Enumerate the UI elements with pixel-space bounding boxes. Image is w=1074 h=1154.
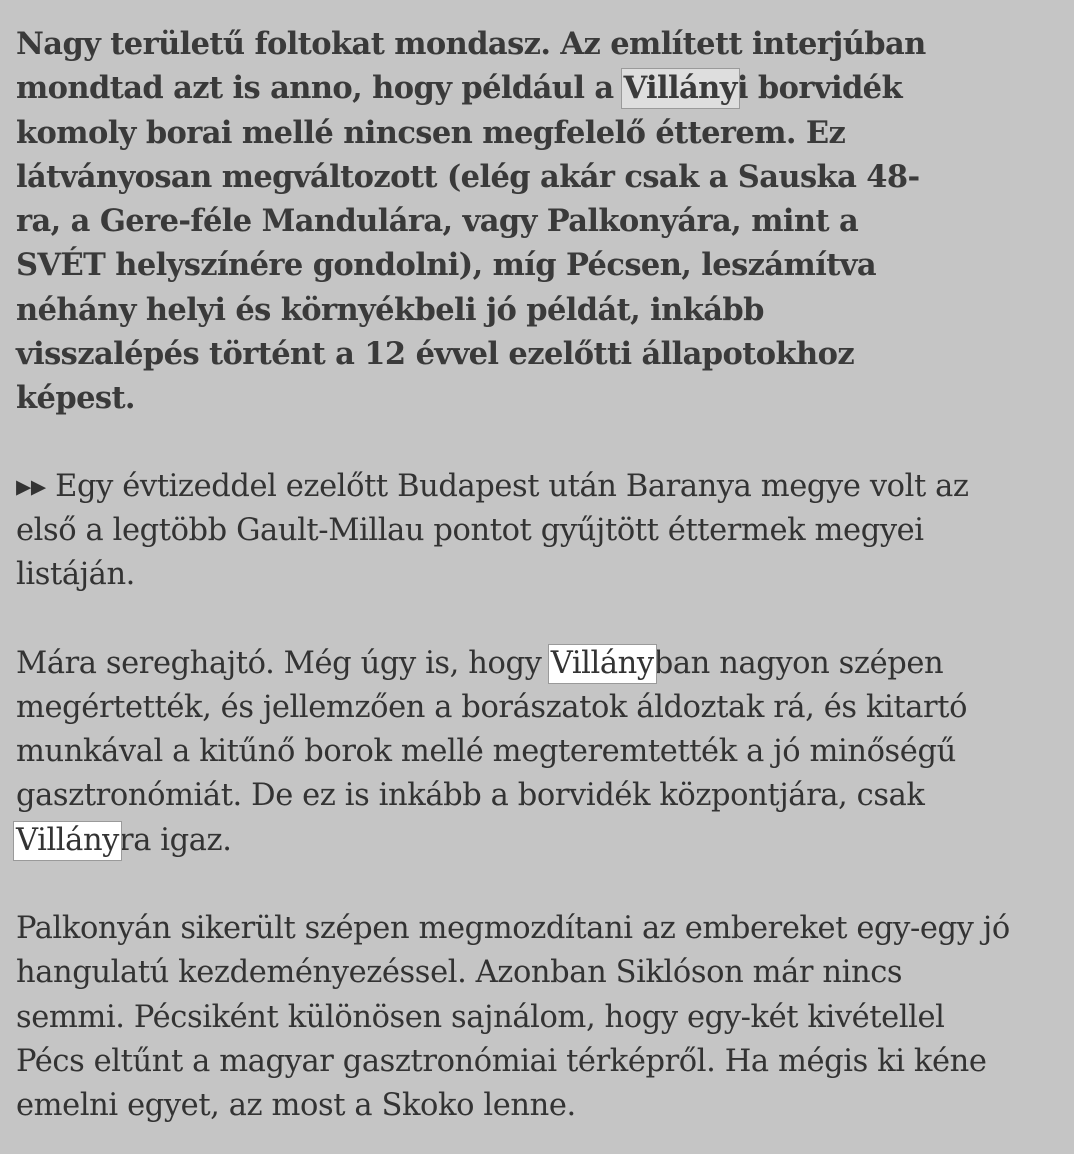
text-line: emelni egyet, az most a Skoko lenne.: [16, 1088, 576, 1124]
text-line: visszalépés történt a 12 évvel ezelőtti állapotokhoz: [16, 336, 855, 373]
search-highlight-active[interactable]: Villány: [623, 70, 737, 107]
text-line: néhány helyi és környékbeli jó példát, inkább: [16, 291, 764, 328]
lead-paragraph: [16, 465, 1016, 598]
text-line: látványosan megváltozott (elég akár csak a Sauska 48-: [16, 158, 920, 195]
text-line: [16, 66, 1016, 110]
answer-paragraph: [16, 642, 1016, 863]
text-segment: Mára sereghajtó. Még úgy is, hogy: [16, 645, 551, 681]
text-line: gasztronómiát. De ez is inkább a borvidék központjára, csak: [16, 778, 925, 814]
text-line: [16, 642, 1016, 686]
text-line: ra, a Gere-féle Mandulára, vagy Palkonyára, mint a: [16, 203, 859, 240]
search-highlight[interactable]: Villány: [16, 822, 120, 858]
text-line: semmi. Pécsiként különösen sajnálom, hogy egy-két kivétellel: [16, 999, 945, 1035]
text-line: SVÉT helyszínére gondolni), míg Pécsen, leszámítva: [16, 247, 876, 284]
search-highlight[interactable]: Villány: [550, 645, 654, 681]
text-line: komoly borai mellé nincsen megfelelő étterem. Ez: [16, 114, 846, 151]
text-segment: ra igaz.: [119, 822, 232, 858]
text-line: Nagy területű foltokat mondasz. Az említett interjúban: [16, 26, 926, 62]
article-body: [16, 22, 1016, 1129]
text-line: megértették, és jellemzően a borászatok áldoztak rá, és kitartó: [16, 689, 968, 725]
text-line: munkával a kitűnő borok mellé megteremtették a jó minőségű: [16, 734, 956, 770]
text-segment: i borvidék: [736, 70, 903, 107]
text-line: első a legtöbb Gault-Millau pontot gyűjtött éttermek megyei: [16, 512, 924, 548]
text-segment: ban nagyon szépen: [653, 645, 944, 681]
text-line: [16, 819, 1016, 863]
text-line: hangulatú kezdeményezéssel. Azonban Siklóson már nincs: [16, 955, 903, 991]
text-line: képest.: [16, 380, 135, 417]
question-paragraph: [16, 22, 1016, 421]
answer-paragraph: [16, 907, 1016, 1128]
text-line: ▸▸ Egy évtizeddel ezelőtt Budapest után Baranya megye volt az: [16, 468, 969, 504]
text-line: Pécs eltűnt a magyar gasztronómiai térképről. Ha mégis ki kéne: [16, 1043, 987, 1079]
text-line: listáján.: [16, 557, 135, 593]
text-line: Palkonyán sikerült szépen megmozdítani az embereket egy-egy jó: [16, 911, 1010, 947]
text-segment: mondtad azt is anno, hogy például a: [16, 70, 624, 107]
